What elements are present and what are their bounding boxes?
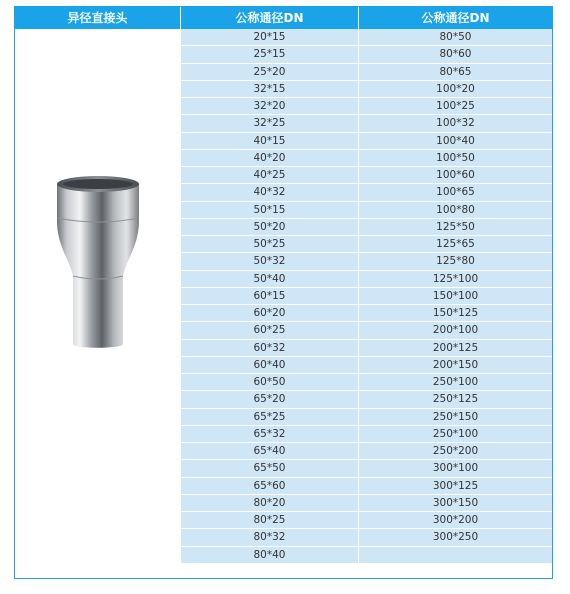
table-cell: 32*20 bbox=[181, 98, 358, 115]
table-cell: 125*50 bbox=[359, 219, 552, 236]
header-nominal-diameter-2: 公称通径DN bbox=[358, 7, 552, 29]
table-cell: 50*40 bbox=[181, 271, 358, 288]
table-cell: 50*25 bbox=[181, 236, 358, 253]
table-cell: 300*100 bbox=[359, 460, 552, 477]
table-cell: 60*32 bbox=[181, 340, 358, 357]
table-cell: 100*20 bbox=[359, 81, 552, 98]
header-nominal-diameter-1: 公称通径DN bbox=[180, 7, 358, 29]
table-cell: 50*20 bbox=[181, 219, 358, 236]
table-cell: 20*15 bbox=[181, 29, 358, 46]
table-cell: 250*100 bbox=[359, 426, 552, 443]
table-cell: 200*150 bbox=[359, 357, 552, 374]
table-cell: 80*60 bbox=[359, 46, 552, 63]
table-cell: 50*32 bbox=[181, 253, 358, 270]
table-cell: 100*60 bbox=[359, 167, 552, 184]
table-cell: 100*65 bbox=[359, 184, 552, 201]
table-cell: 300*125 bbox=[359, 478, 552, 495]
table-cell: 25*20 bbox=[181, 64, 358, 81]
table-cell: 250*100 bbox=[359, 374, 552, 391]
table-cell: 80*25 bbox=[181, 512, 358, 529]
table-cell: 150*100 bbox=[359, 288, 552, 305]
table-cell: 125*100 bbox=[359, 271, 552, 288]
table-cell: 125*80 bbox=[359, 253, 552, 270]
table-cell: 25*15 bbox=[181, 46, 358, 63]
table-cell: 150*125 bbox=[359, 305, 552, 322]
table-cell: 80*20 bbox=[181, 495, 358, 512]
table-cell: 50*15 bbox=[181, 202, 358, 219]
table-cell: 250*200 bbox=[359, 443, 552, 460]
table-cell: 40*25 bbox=[181, 167, 358, 184]
header-product-name: 异径直接头 bbox=[15, 7, 180, 29]
table-cell: 32*25 bbox=[181, 115, 358, 132]
table-cell: 100*80 bbox=[359, 202, 552, 219]
table-cell: 80*32 bbox=[181, 529, 358, 546]
table-cell: 100*50 bbox=[359, 150, 552, 167]
table-cell: 65*20 bbox=[181, 391, 358, 408]
table-cell: 65*40 bbox=[181, 443, 358, 460]
table-cell: 200*100 bbox=[359, 322, 552, 339]
table-cell: 40*32 bbox=[181, 184, 358, 201]
table-cell: 80*50 bbox=[359, 29, 552, 46]
reducer-fitting-image bbox=[51, 172, 145, 352]
table-cell: 125*65 bbox=[359, 236, 552, 253]
table-cell: 65*60 bbox=[181, 478, 358, 495]
table-cell: 250*125 bbox=[359, 391, 552, 408]
column-sizes-1 bbox=[180, 29, 358, 564]
table-cell: 300*250 bbox=[359, 529, 552, 546]
table-cell: 65*25 bbox=[181, 409, 358, 426]
table-cell: 60*50 bbox=[181, 374, 358, 391]
table-cell: 100*32 bbox=[359, 115, 552, 132]
table-cell: 200*125 bbox=[359, 340, 552, 357]
table-cell: 40*20 bbox=[181, 150, 358, 167]
table-cell: 65*50 bbox=[181, 460, 358, 477]
table-cell: 250*150 bbox=[359, 409, 552, 426]
column-sizes-2 bbox=[358, 29, 552, 564]
table-cell: 60*20 bbox=[181, 305, 358, 322]
table-cell: 32*15 bbox=[181, 81, 358, 98]
product-spec-table bbox=[14, 6, 553, 579]
table-cell: 40*15 bbox=[181, 133, 358, 150]
table-cell: 60*15 bbox=[181, 288, 358, 305]
table-cell: 100*25 bbox=[359, 98, 552, 115]
table-cell: 65*32 bbox=[181, 426, 358, 443]
table-cell: 300*150 bbox=[359, 495, 552, 512]
table-cell: 80*65 bbox=[359, 64, 552, 81]
table-cell: 300*200 bbox=[359, 512, 552, 529]
table-cell: 60*40 bbox=[181, 357, 358, 374]
table-cell: 100*40 bbox=[359, 133, 552, 150]
table-cell: 60*25 bbox=[181, 322, 358, 339]
table-cell: 80*40 bbox=[181, 547, 358, 564]
table-cell bbox=[359, 547, 552, 564]
